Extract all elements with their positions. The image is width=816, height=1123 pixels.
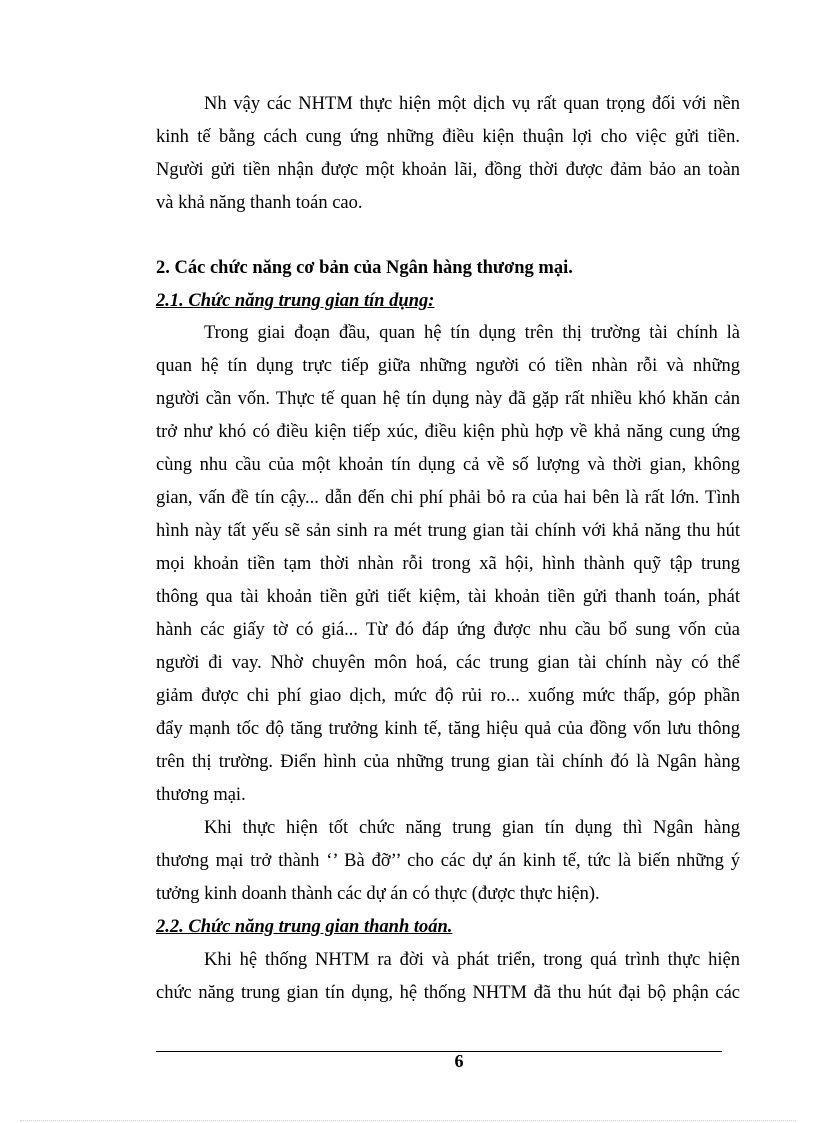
paragraph-line: quan hệ tín dụng trực tiếp giữa những người có tiền nhàn rỗi và những bbox=[156, 356, 740, 376]
subsection-heading: 2.1. Chức năng trung gian tín dụng: bbox=[156, 291, 435, 311]
paragraph-line: đẩy mạnh tốc độ tăng trưởng kinh tế, tăng hiệu quả của đồng vốn lưu thông bbox=[156, 719, 740, 739]
paragraph-line: gian, vấn đề tín cậy... dẫn đến chi phí phải bỏ ra của hai bên là rất lớn. Tình bbox=[156, 488, 740, 508]
paragraph-line: thương mại. bbox=[156, 785, 246, 805]
paragraph-line: trên thị trường. Điển hình của những trung gian tài chính đó là Ngân hàng bbox=[156, 752, 740, 772]
paragraph-line: tưởng kinh doanh thành các dự án có thực (được thực hiện). bbox=[156, 884, 600, 904]
paragraph-line: người đi vay. Nhờ chuyên môn hoá, các trung gian tài chính này có thể bbox=[156, 653, 740, 673]
paragraph-line: Người gửi tiền nhận được một khoản lãi, đồng thời được đảm bảo an toàn bbox=[156, 160, 740, 180]
paragraph-line: thông qua tài khoản tiền gửi tiết kiệm, tài khoản tiền gửi thanh toán, phát bbox=[156, 587, 740, 607]
paragraph-line: Nh vậy các NHTM thực hiện một dịch vụ rất quan trọng đối với nền bbox=[204, 94, 740, 114]
paragraph-line: giảm được chi phí giao dịch, mức độ rủi ro... xuống mức thấp, góp phần bbox=[156, 686, 740, 706]
paragraph-line: Trong giai đoạn đầu, quan hệ tín dụng trên thị trường tài chính là bbox=[204, 323, 740, 343]
paragraph-line: chức năng trung gian tín dụng, hệ thống NHTM đã thu hút đại bộ phận các bbox=[156, 983, 740, 1003]
paragraph-line: hình này tất yếu sẽ sản sinh ra mét trung gian tài chính với khả năng thu hút bbox=[156, 521, 740, 541]
page-number: 6 bbox=[454, 1051, 464, 1071]
page-edge-divider bbox=[20, 1120, 796, 1121]
paragraph-line: Khi thực hiện tốt chức năng trung gian tín dụng thì Ngân hàng bbox=[204, 818, 740, 838]
paragraph-line: mọi khoản tiền tạm thời nhàn rỗi trong xã hội, hình thành quỹ tập trung bbox=[156, 554, 740, 574]
paragraph-line: Khi hệ thống NHTM ra đời và phát triển, trong quá trình thực hiện bbox=[204, 950, 740, 970]
paragraph-line: hành các giấy tờ có giá... Từ đó đáp ứng được nhu cầu bổ sung vốn của bbox=[156, 620, 740, 640]
paragraph-line: và khả năng thanh toán cao. bbox=[156, 193, 363, 213]
section-heading: 2. Các chức năng cơ bản của Ngân hàng thương mại. bbox=[156, 258, 573, 278]
paragraph-line: kinh tế bằng cách cung ứng những điều kiện thuận lợi cho việc gửi tiền. bbox=[156, 127, 740, 147]
paragraph-line: cùng nhu cầu của một khoản tín dụng cả về số lượng và thời gian, không bbox=[156, 455, 740, 475]
paragraph-line: thương mại trở thành ‘’ Bà đỡ’’ cho các dự án kinh tế, tức là biến những ý bbox=[156, 851, 740, 871]
footer-divider bbox=[156, 1051, 722, 1052]
subsection-heading: 2.2. Chức năng trung gian thanh toán. bbox=[156, 917, 453, 937]
paragraph-line: trở như khó có điều kiện tiếp xúc, điều kiện phù hợp về khả năng cung ứng bbox=[156, 422, 740, 442]
paragraph-line: người cần vốn. Thực tế quan hệ tín dụng này đã gặp rất nhiều khó khăn cản bbox=[156, 389, 740, 409]
